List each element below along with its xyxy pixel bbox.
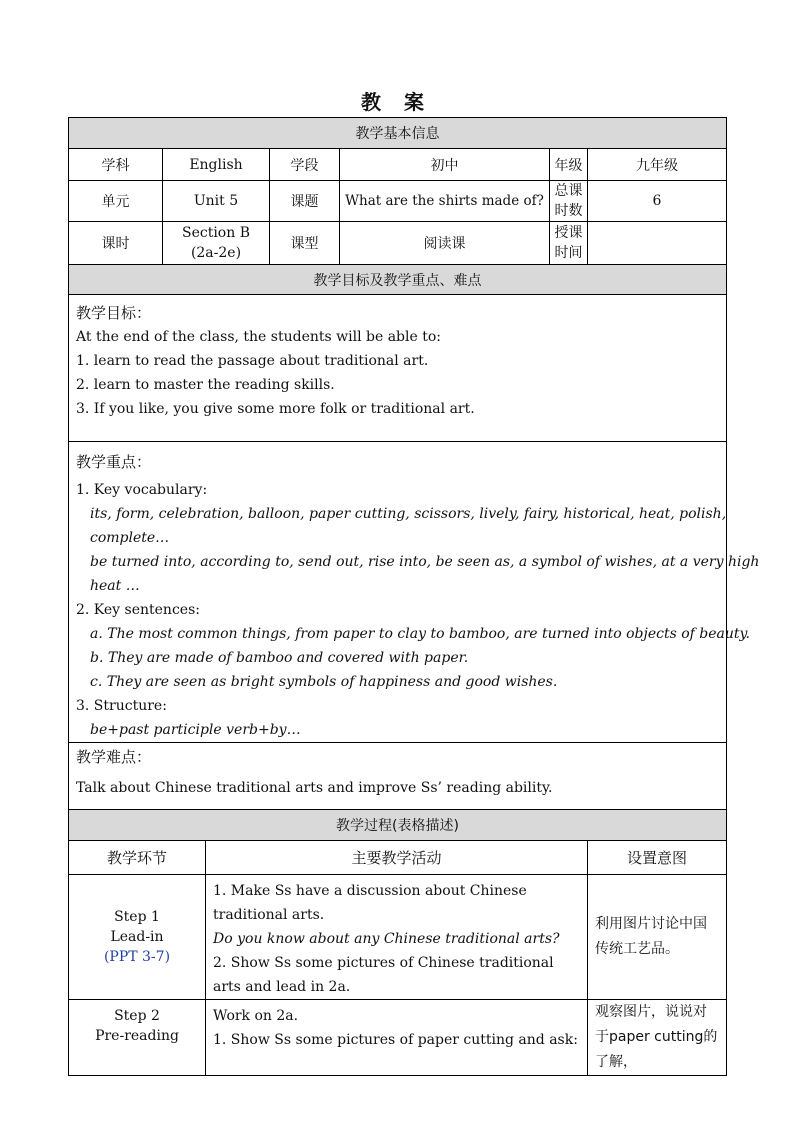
key-point-line: 2. Key sentences: bbox=[76, 602, 200, 618]
period-value bbox=[163, 222, 270, 265]
activity-line: 2. Show Ss some pictures of Chinese traditional arts and lead in 2a. bbox=[213, 955, 554, 995]
lesson-plan-table bbox=[68, 117, 760, 1076]
step2-cell bbox=[69, 1000, 206, 1076]
period-label: 课时 bbox=[69, 222, 163, 265]
goals-header: 教学目标及教学重点、难点 bbox=[69, 265, 727, 295]
difficulties-heading: 教学难点： bbox=[76, 748, 152, 766]
stage-value: 初中 bbox=[340, 149, 550, 181]
step2-name: Pre-reading bbox=[95, 1028, 179, 1044]
step1-cell bbox=[69, 875, 206, 1000]
lesson-type-label: 课型 bbox=[270, 222, 340, 265]
key-points-heading: 教学重点： bbox=[76, 453, 152, 471]
key-points-list bbox=[76, 478, 760, 742]
step2-activity-list bbox=[213, 1004, 580, 1052]
total-periods-label bbox=[550, 181, 588, 222]
objectives-block bbox=[69, 295, 727, 442]
step2-number: Step 2 bbox=[114, 1008, 160, 1024]
subject-value: English bbox=[163, 149, 270, 181]
objective-line: 1. learn to read the passage about traditional art. bbox=[76, 353, 429, 369]
step1-number: Step 1 bbox=[114, 909, 160, 925]
unit-label: 单元 bbox=[69, 181, 163, 222]
step1-name: Lead-in bbox=[110, 929, 164, 945]
step1-ppt: (PPT 3-7) bbox=[103, 949, 171, 965]
key-point-line: be turned into, according to, send out, rise into, be seen as, a symbol of wishes, at a very high bbox=[90, 554, 760, 570]
subject-label: 学科 bbox=[69, 149, 163, 181]
stage-label: 学段 bbox=[270, 149, 340, 181]
teaching-time-value bbox=[588, 222, 727, 265]
period-value-line2: (2a-2e) bbox=[190, 245, 242, 261]
basic-info-header: 教学基本信息 bbox=[69, 118, 727, 149]
objectives-list bbox=[76, 325, 719, 421]
col-activity-header: 主要教学活动 bbox=[206, 841, 588, 875]
step1-activities bbox=[206, 875, 588, 1000]
objective-line: 2. learn to master the reading skills. bbox=[76, 377, 335, 393]
teaching-time-label-text: 授课时间 bbox=[554, 225, 583, 261]
key-point-line: 1. Key vocabulary: bbox=[76, 482, 208, 498]
key-point-line: 3. Structure: bbox=[76, 698, 167, 714]
activity-line: 1. Make Ss have a discussion about Chinese traditional arts. bbox=[213, 883, 527, 923]
key-point-line: its, form, celebration, balloon, paper cutting, scissors, lively, fairy, historical, heat, polish, bbox=[90, 506, 727, 522]
step1-intent: 利用图片讨论中国传统工艺品。 bbox=[588, 875, 727, 1000]
key-point-line: complete… bbox=[90, 530, 170, 546]
key-point-line: be+past participle verb+by… bbox=[90, 722, 301, 738]
key-points-block bbox=[69, 442, 760, 743]
key-point-line: b. They are made of bamboo and covered with paper. bbox=[90, 650, 469, 666]
grade-value: 九年级 bbox=[588, 149, 727, 181]
topic-label: 课题 bbox=[270, 181, 340, 222]
key-point-line: c. They are seen as bright symbols of happiness and good wishes. bbox=[90, 674, 558, 690]
total-periods-value: 6 bbox=[588, 181, 727, 222]
activity-line: 1. Show Ss some pictures of paper cutting and ask: bbox=[213, 1032, 578, 1048]
activity-line: Work on 2a. bbox=[213, 1008, 299, 1024]
grade-label: 年级 bbox=[550, 149, 588, 181]
topic-value: What are the shirts made of? bbox=[340, 181, 550, 222]
objective-line: At the end of the class, the students will be able to: bbox=[76, 329, 441, 345]
col-intent-header: 设置意图 bbox=[588, 841, 727, 875]
lesson-type-value: 阅读课 bbox=[340, 222, 550, 265]
difficulties-block bbox=[69, 743, 727, 810]
activity-line: Do you know about any Chinese traditional arts? bbox=[213, 931, 560, 947]
period-value-line1: Section B bbox=[181, 225, 250, 241]
difficulties-text: Talk about Chinese traditional arts and improve Ss’ reading ability. bbox=[76, 780, 553, 796]
objective-line: 3. If you like, you give some more folk or traditional art. bbox=[76, 401, 475, 417]
teaching-time-label bbox=[550, 222, 588, 265]
process-header: 教学过程(表格描述) bbox=[69, 810, 727, 841]
objectives-heading: 教学目标： bbox=[76, 304, 152, 322]
total-periods-label-text: 总课时数 bbox=[554, 183, 583, 219]
key-point-line: a. The most common things, from paper to clay to bamboo, are turned into objects of beauty. bbox=[90, 626, 751, 642]
document-title: 教 案 bbox=[361, 90, 432, 114]
col-step-header: 教学环节 bbox=[69, 841, 206, 875]
step2-intent: 观察图片，说说对于paper cutting的了解， bbox=[588, 1000, 727, 1076]
unit-value: Unit 5 bbox=[163, 181, 270, 222]
step1-activity-list bbox=[213, 879, 580, 999]
step2-activities bbox=[206, 1000, 588, 1076]
key-point-line: heat … bbox=[90, 578, 140, 594]
